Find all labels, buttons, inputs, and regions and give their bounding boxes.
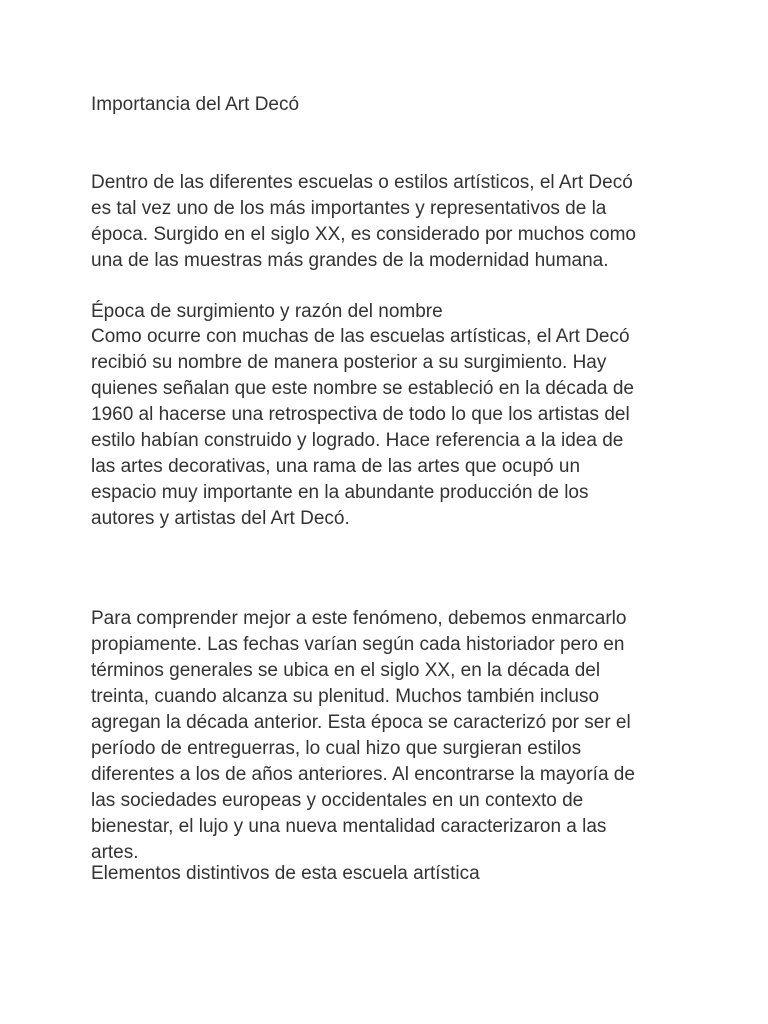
paragraph-line: es tal vez uno de los más importantes y representativos de la (91, 198, 607, 219)
paragraph-line: las sociedades europeas y occidentales en un contexto de (91, 790, 584, 811)
section-heading-origin (91, 299, 691, 325)
paragraph-line: Para comprender mejor a este fenómeno, debemos enmarcarlo (91, 608, 627, 629)
document-title (91, 92, 691, 118)
paragraph-line: bienestar, el lujo y una nueva mentalidad caracterizaron a las (91, 816, 607, 837)
heading-text: Época de surgimiento y razón del nombre (91, 301, 443, 322)
paragraph-line: artes. (91, 842, 139, 863)
paragraph-line: estilo habían construido y logrado. Hace referencia a la idea de (91, 430, 624, 451)
heading-text: Elementos distintivos de esta escuela artística (91, 863, 480, 884)
paragraph-origin (91, 324, 691, 532)
paragraph-line: las artes decorativas, una rama de las artes que ocupó un (91, 456, 581, 477)
paragraph-context (91, 606, 691, 866)
paragraph-line: agregan la década anterior. Esta época se caracterizó por ser el (91, 712, 631, 733)
paragraph-line: treinta, cuando alcanza su plenitud. Muchos también incluso (91, 686, 600, 707)
paragraph-line: propiamente. Las fechas varían según cada historiador pero en (91, 634, 625, 655)
paragraph-line: época. Surgido en el siglo XX, es considerado por muchos como (91, 224, 636, 245)
paragraph-line: recibió su nombre de manera posterior a su surgimiento. Hay (91, 352, 607, 373)
paragraph-line: período de entreguerras, lo cual hizo que surgieran estilos (91, 738, 582, 759)
paragraph-line: autores y artistas del Art Decó. (91, 508, 350, 529)
paragraph-line: quienes señalan que este nombre se estableció en la década de (91, 378, 634, 399)
paragraph-line: Como ocurre con muchas de las escuelas artísticas, el Art Decó (91, 326, 630, 347)
paragraph-line: Dentro de las diferentes escuelas o estilos artísticos, el Art Decó (91, 172, 633, 193)
title-text: Importancia del Art Decó (91, 94, 300, 115)
paragraph-line: diferentes a los de años anteriores. Al encontrarse la mayoría de (91, 764, 635, 785)
paragraph-line: 1960 al hacerse una retrospectiva de todo lo que los artistas del (91, 404, 630, 425)
paragraph-line: una de las muestras más grandes de la modernidad humana. (91, 250, 609, 271)
section-heading-elements (91, 861, 691, 887)
paragraph-intro (91, 170, 691, 274)
paragraph-line: términos generales se ubica en el siglo XX, en la década del (91, 660, 601, 681)
paragraph-line: espacio muy importante en la abundante producción de los (91, 482, 589, 503)
